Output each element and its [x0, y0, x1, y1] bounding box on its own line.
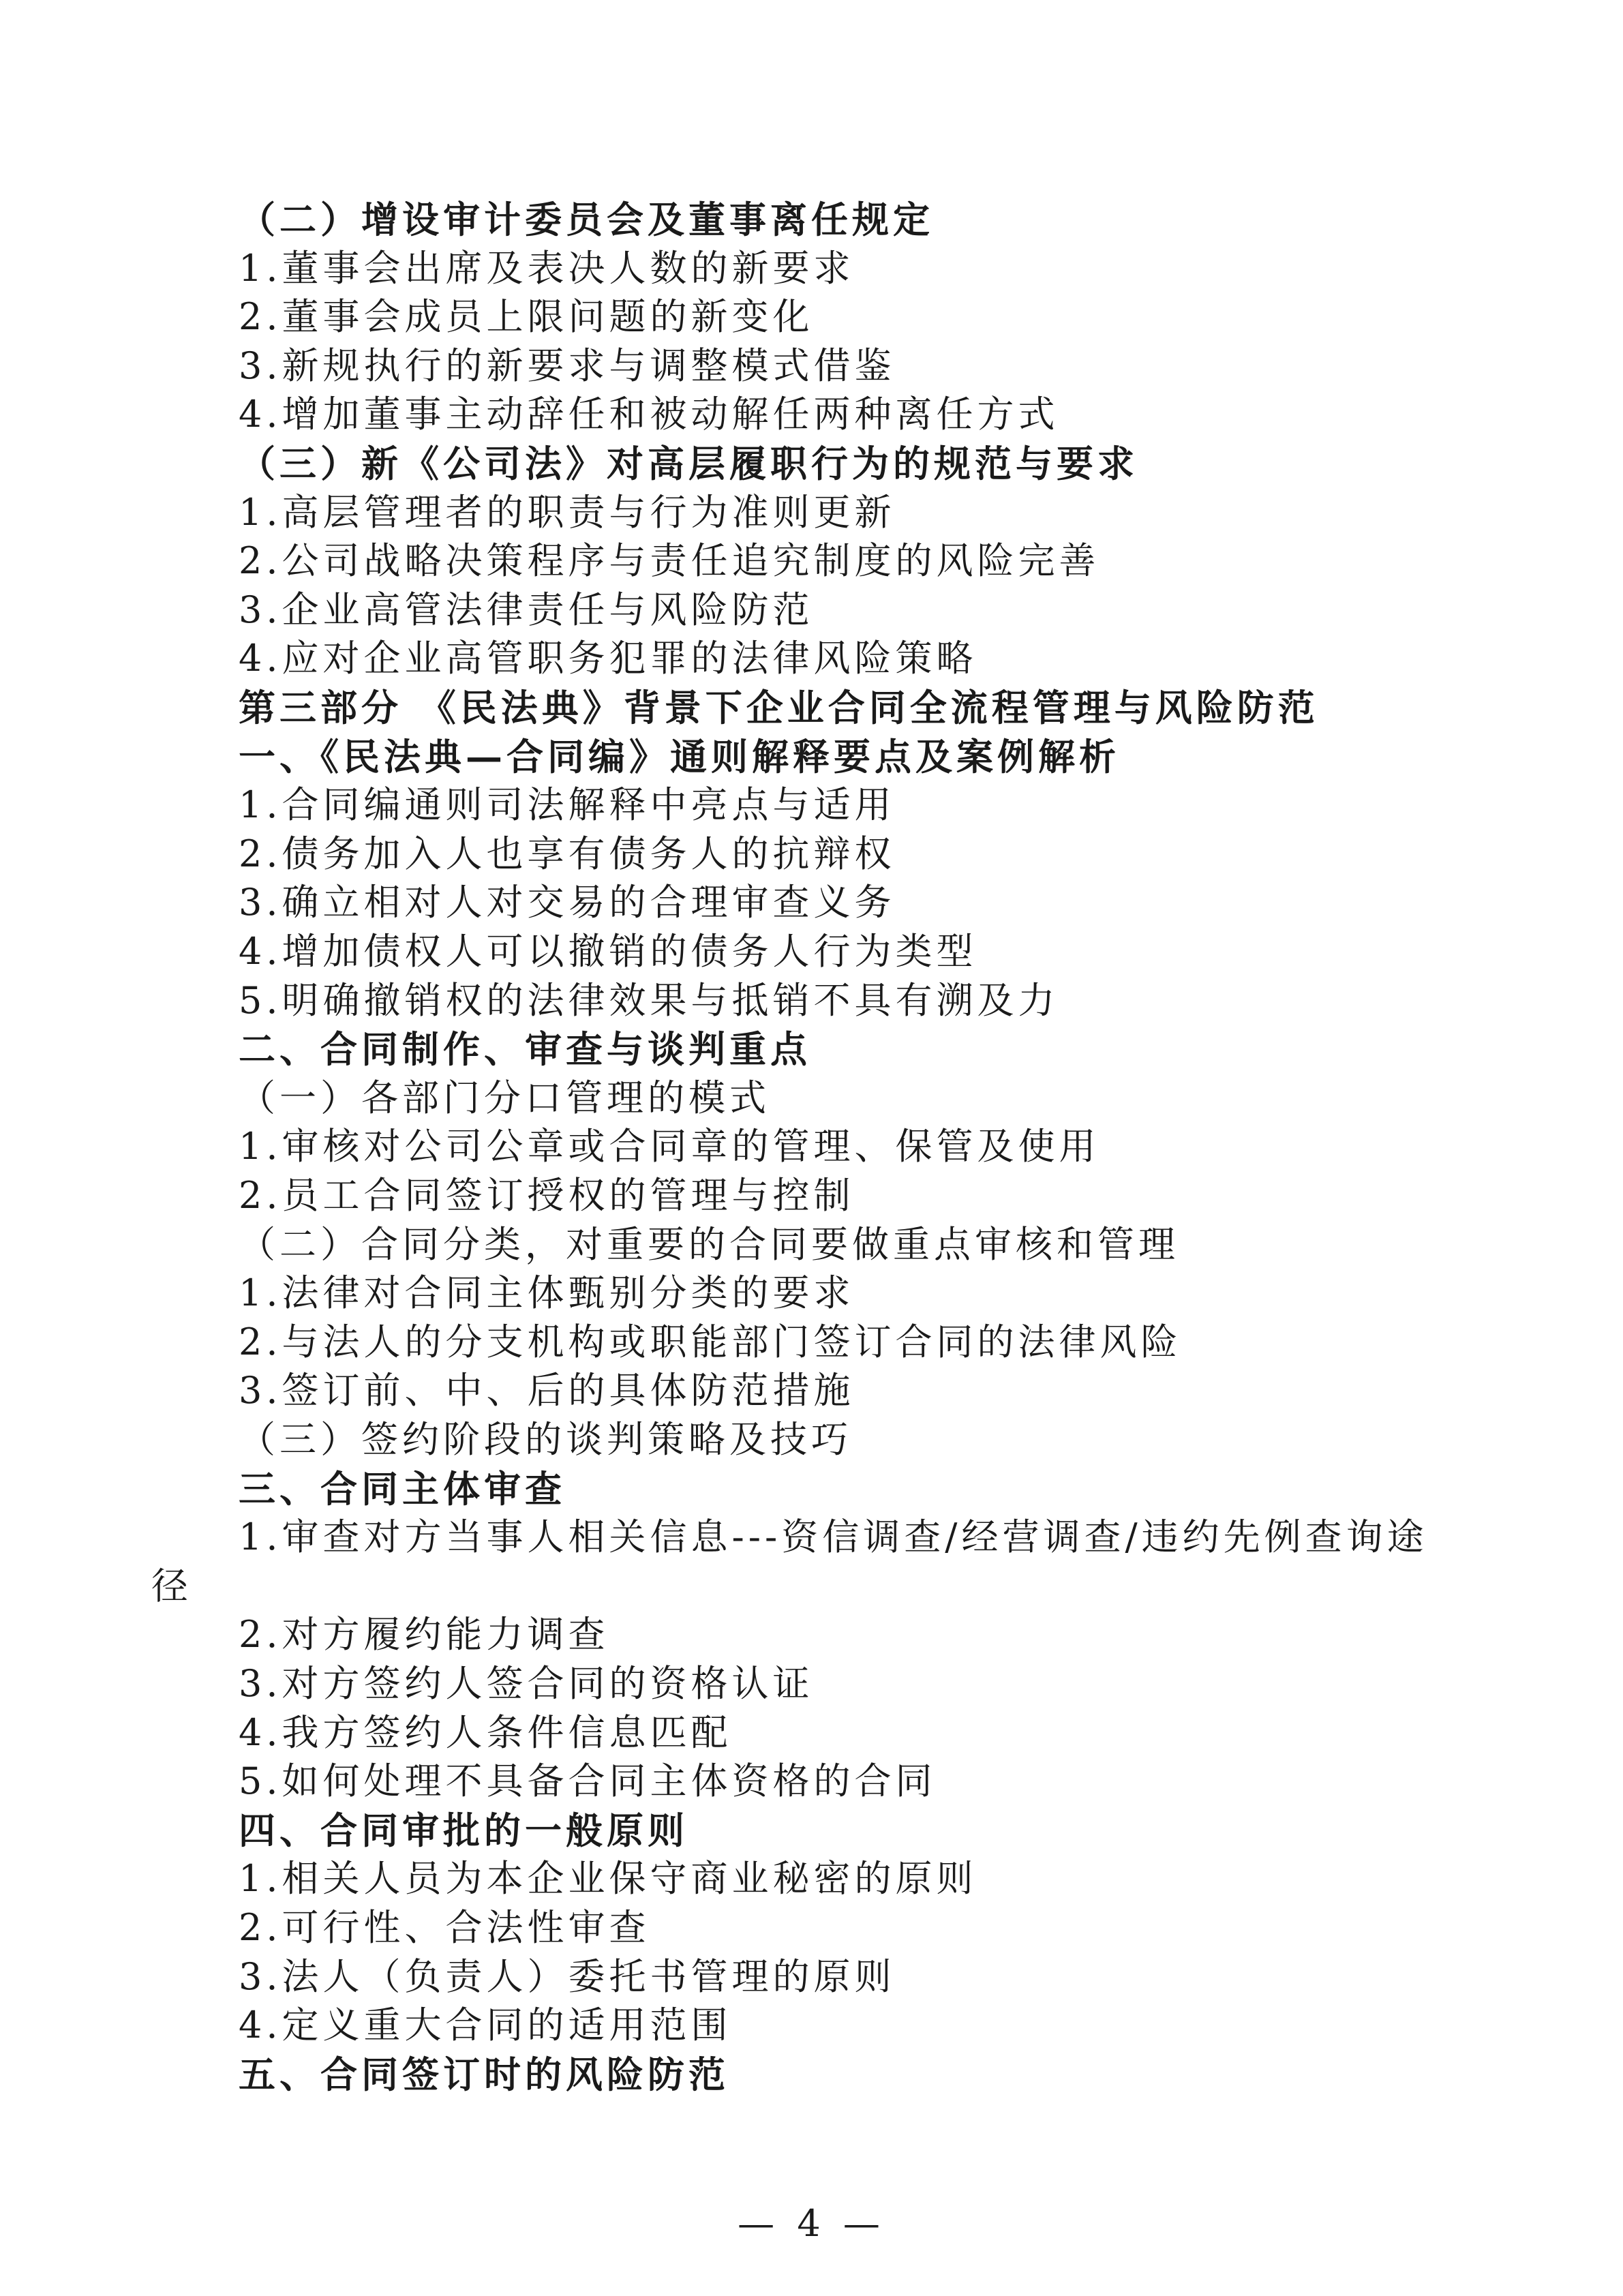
list-item: 2.债务加入人也享有债务人的抗辩权 [239, 832, 896, 875]
list-item: 3.签订前、中、后的具体防范措施 [239, 1369, 855, 1412]
list-item: 1.审查对方当事人相关信息---资信调查/经营调查/违约先例查询途 [239, 1515, 1428, 1558]
list-item: 2.公司战略决策程序与责任追究制度的风险完善 [239, 539, 1100, 582]
list-item: 5.明确撤销权的法律效果与抵销不具有溯及力 [239, 979, 1059, 1022]
list-item: （三）签约阶段的谈判策略及技巧 [239, 1418, 852, 1461]
list-item: 3.对方签约人签合同的资格认证 [239, 1662, 814, 1705]
list-item: 2.与法人的分支机构或职能部门签订合同的法律风险 [239, 1320, 1182, 1363]
list-item: 1.审核对公司公章或合同章的管理、保管及使用 [239, 1125, 1100, 1168]
list-item: 4.增加债权人可以撤销的债务人行为类型 [239, 930, 977, 973]
page-number: — 4 — [738, 2202, 885, 2245]
list-item: 2.可行性、合法性审查 [239, 1906, 650, 1949]
list-item: 3.新规执行的新要求与调整模式借鉴 [239, 344, 896, 387]
list-item: 4.应对企业高管职务犯罪的法律风险策略 [239, 637, 977, 680]
list-item: 径 [151, 1565, 192, 1607]
list-item: 4.定义重大合同的适用范围 [239, 2004, 732, 2046]
section-heading: 二、合同制作、审查与谈判重点 [239, 1027, 811, 1071]
section-heading: （三）新《公司法》对高层履职行为的规范与要求 [239, 442, 1138, 485]
list-item: 3.确立相对人对交易的合理审查义务 [239, 881, 896, 924]
list-item: 3.法人（负责人）委托书管理的原则 [239, 1955, 896, 1998]
section-heading: （二）增设审计委员会及董事离任规定 [239, 198, 934, 241]
list-item: 1.相关人员为本企业保守商业秘密的原则 [239, 1857, 977, 1900]
list-item: （二）合同分类，对重要的合同要做重点审核和管理 [239, 1223, 1179, 1266]
list-item: 1.法律对合同主体甄别分类的要求 [239, 1271, 855, 1314]
list-item: 1.董事会出席及表决人数的新要求 [239, 247, 855, 290]
list-item: 3.企业高管法律责任与风险防范 [239, 588, 814, 631]
list-item: （一）各部门分口管理的模式 [239, 1076, 770, 1119]
section-heading: 四、合同审批的一般原则 [239, 1809, 688, 1852]
list-item: 4.我方签约人条件信息匹配 [239, 1711, 732, 1754]
list-item: 5.如何处理不具备合同主体资格的合同 [239, 1759, 937, 1802]
list-item: 2.员工合同签订授权的管理与控制 [239, 1174, 855, 1217]
list-item: 4.增加董事主动辞任和被动解任两种离任方式 [239, 393, 1059, 436]
section-heading: 第三部分 《民法典》背景下企业合同全流程管理与风险防范 [239, 686, 1319, 729]
section-heading: 三、合同主体审查 [239, 1467, 566, 1511]
section-heading: 五、合同签订时的风险防范 [239, 2053, 729, 2096]
list-item: 2.对方履约能力调查 [239, 1613, 609, 1656]
list-item: 1.高层管理者的职责与行为准则更新 [239, 491, 896, 534]
list-item: 2.董事会成员上限问题的新变化 [239, 295, 814, 338]
list-item: 1.合同编通则司法解释中亮点与适用 [239, 783, 896, 826]
section-heading: 一、《民法典—合同编》通则解释要点及案例解析 [239, 735, 1120, 779]
